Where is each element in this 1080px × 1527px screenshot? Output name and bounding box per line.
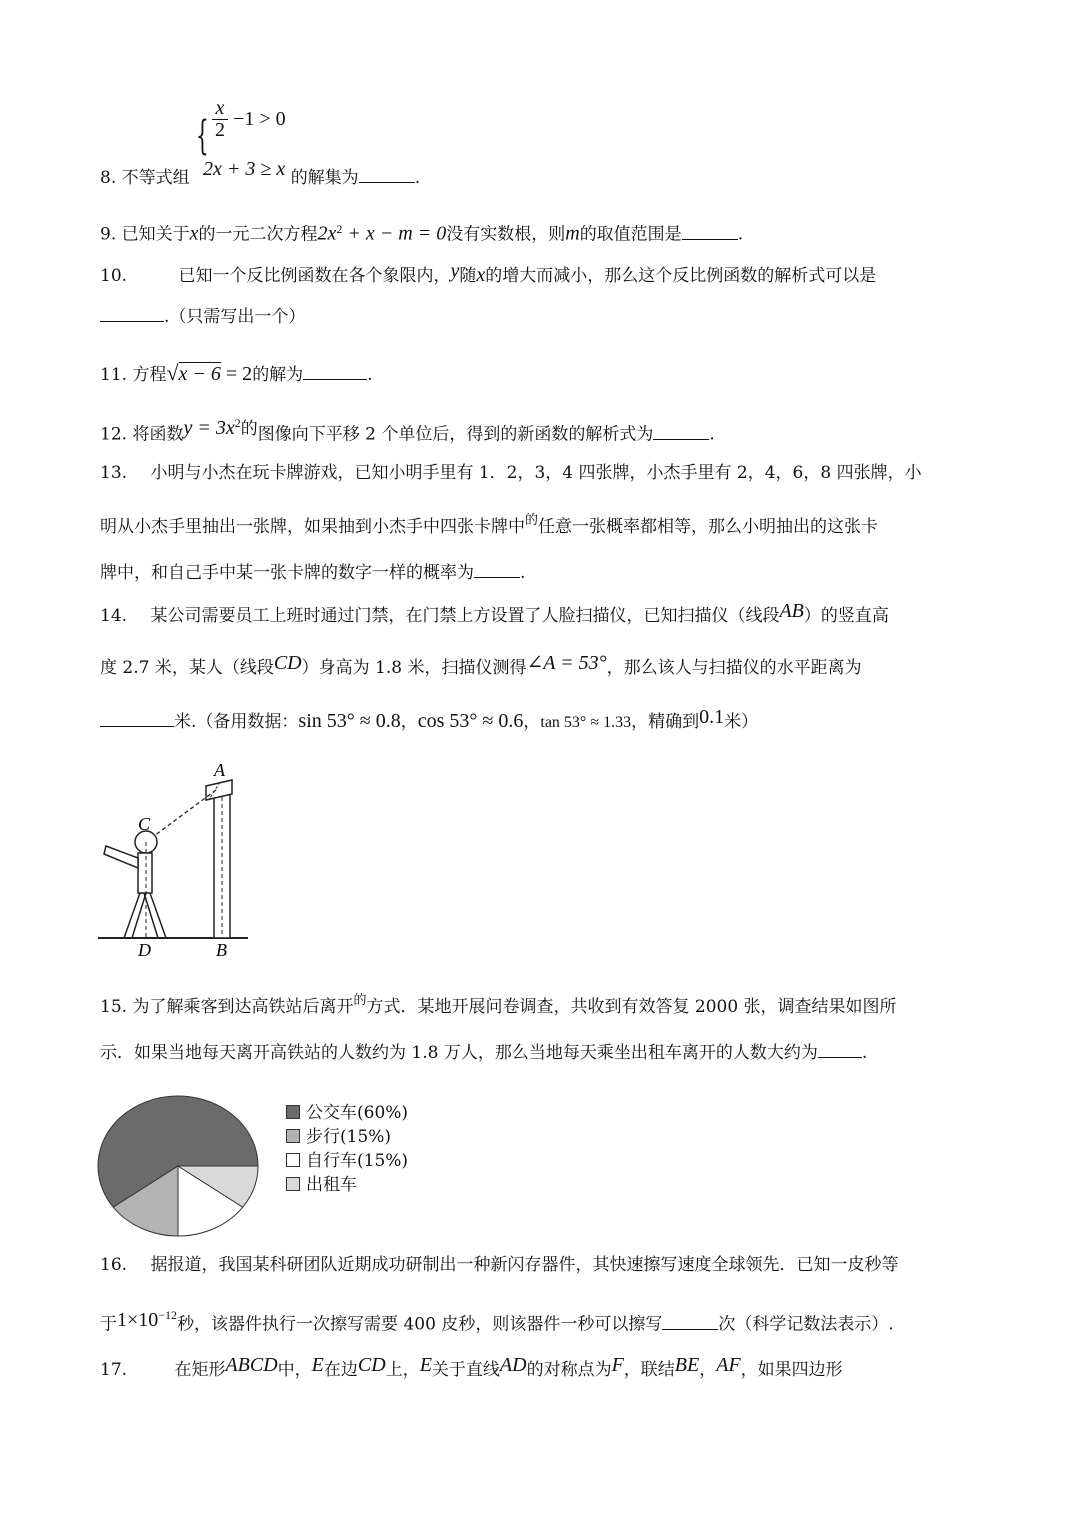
question-13-line-2 [100,514,984,542]
period: . [367,365,373,385]
question-text: 不等式组 [121,168,190,188]
question-text: 在边 [323,1360,358,1380]
label-b: B [216,940,227,960]
question-number: 11. [100,365,128,385]
question-16-line-2 [100,1306,984,1338]
question-text: 图像向下平移 2 个单位后，得到的新函数的解析式为 [257,424,654,445]
question-text: ，如果四边形 [740,1360,843,1380]
answer-blank[interactable] [303,363,367,380]
question-text: 在矩形 [174,1360,226,1380]
question-text: ）的竖直高 [803,606,889,626]
question-text: 已知一个反比例函数在各个象限内， [178,266,451,286]
question-number: 13. [100,463,128,483]
question-17 [100,1356,984,1383]
question-number: 12. [100,424,128,445]
math-var: F [611,1354,624,1376]
question-14 [100,602,984,629]
question-text: 次（科学记数法表示）. [718,1314,894,1335]
math-var: x [189,222,199,245]
question-number: 16. [100,1255,128,1275]
period: . [414,168,421,188]
question-10 [100,262,984,289]
question-text: 据报道，我国某科研团队近期成功研制出一种新闪存器件，其快速擦写速度全球领先．已知一皮秒等 [150,1255,899,1275]
label-d: D [138,940,151,960]
question-number: 15. [100,997,128,1017]
fraction-numerator: x [215,97,225,119]
question-text: 关于直线 [431,1360,500,1380]
legend-label: 出租车 [306,1175,357,1195]
question-number: 8. [100,168,117,188]
question-16 [100,1252,984,1278]
question-10-line-2 [100,304,984,330]
sqrt-radicand: x − 6 [178,363,221,385]
brace-symbol: { [196,113,209,159]
math-var: BE [674,1354,700,1376]
answer-blank[interactable] [359,166,415,183]
answer-blank[interactable] [474,561,520,578]
legend-item [286,1126,391,1148]
answer-blank[interactable] [662,1313,718,1330]
question-text: 牌中，和自己手中某一张卡牌的数字一样的概率为 [100,563,474,583]
math-var: AF [716,1354,741,1376]
legend-swatch [286,1177,300,1191]
math-exponent: 2 [234,416,241,430]
question-9 [100,216,984,248]
question-11 [100,360,984,388]
question-text: 任意一张概率都相等，那么小明抽出的这张卡 [538,517,879,537]
math-expr: 2x [317,222,337,245]
pie-chart [96,1094,262,1238]
question-text: ）身高为 1.8 米，扫描仪测得 [301,658,527,678]
question-text: .（只需写出一个） [164,307,306,327]
question-text: 小明与小杰在玩卡牌游戏，已知小明手里有 1．2，3，4 四张牌，小杰手里有 2，4，6，8 四张牌，小 [150,463,922,483]
question-text: 方程 [132,365,167,385]
question-text: 的一元二次方程 [198,224,318,245]
question-text: 明从小杰手里抽出一张牌，如果抽到小杰手中四张卡牌中 [100,517,525,537]
question-text: 没有实数根，则 [446,224,566,245]
math-tan: tan 53° ≈ 1.33 [540,714,632,731]
math-var: y [450,260,460,282]
separator: ， [400,712,418,732]
math-precision: 0.1 [699,706,725,728]
question-text: 中， [277,1360,312,1380]
sci-notation: 1×10 [117,1308,159,1331]
question-text: 已知关于 [121,224,190,245]
period: . [861,1043,868,1063]
question-14-line-2 [100,654,984,681]
separator: ， [699,1360,717,1380]
legend-item [286,1150,408,1172]
inequality-2: 2x + 3 ≥ x [203,158,286,180]
legend-swatch [286,1105,300,1119]
question-text: 的解集为 [290,168,359,188]
segment-cd: CD [273,652,302,674]
math-var: x [476,264,486,286]
math-var: m [565,222,580,245]
person-leg [132,893,146,938]
question-text: 米） [724,712,759,732]
question-13-line-3 [100,560,984,586]
fraction-denominator: 2 [215,119,225,141]
math-sin: sin 53° ≈ 0.8 [298,710,401,732]
math-exponent: 2 [336,222,343,236]
question-text: 上， [385,1360,420,1380]
math-cos: cos 53° ≈ 0.6 [417,710,524,732]
angle-expr: ∠A = 53° [526,652,607,674]
person-leg [150,893,166,938]
legend-item [286,1102,408,1124]
period: . [737,224,744,245]
answer-blank[interactable] [100,305,164,322]
answer-blank[interactable] [100,710,174,727]
question-text: 的对称点为 [526,1360,612,1380]
math-var: CD [357,1354,386,1376]
period: . [709,424,715,445]
question-text: 的 [353,993,367,1008]
question-number: 10. [100,266,128,286]
sqrt-symbol: √ [166,360,179,385]
math-var: E [419,1354,432,1376]
segment-ab: AB [779,600,804,622]
question-text: ，精确到 [631,712,700,732]
label-c: C [138,814,151,834]
period: . [520,563,526,583]
scanner-figure [96,758,256,962]
question-text: 的解为 [252,365,304,385]
math-exponent: −12 [158,1308,178,1322]
person-body [138,853,152,893]
question-text: 随 [459,266,477,286]
question-text: 某公司需要员工上班时通过门禁，在门禁上方设置了人脸扫描仪，已知扫描仪（线段 [150,606,780,626]
question-14-line-3 [100,708,984,736]
legend-item [286,1174,357,1196]
question-text: 的 [525,513,539,528]
question-text: 将函数 [132,424,184,445]
question-number: 14. [100,606,128,626]
math-var: AD [499,1354,527,1376]
question-text: 的取值范围是 [579,224,682,245]
legend-swatch [286,1129,300,1143]
question-text: 为了解乘客到达高铁站后离开 [132,997,354,1017]
question-text: 方式．某地开展问卷调查，共收到有效答复 2000 张，调查结果如图所 [366,997,897,1017]
question-12 [100,416,984,448]
question-text: 秒，该器件执行一次擦写需要 400 皮秒，则该器件一秒可以擦写 [177,1314,663,1335]
question-15 [100,994,984,1022]
math-expr: = 2 [220,363,253,385]
math-expr: + x − m = 0 [342,222,447,245]
answer-blank[interactable] [818,1041,862,1058]
separator: ， [523,712,541,732]
question-number: 17. [100,1360,128,1380]
legend-swatch [286,1153,300,1167]
legend-label: 自行车(15%) [306,1151,409,1171]
question-number: 9. [100,224,117,245]
person-arm [104,846,138,868]
question-text: ，那么该人与扫描仪的水平距离为 [606,658,862,678]
question-15-line-2 [100,1040,984,1066]
question-text: 度 2.7 米，某人（线段 [100,658,274,678]
function-expr: y = 3x [183,416,235,439]
question-text: 的增大而减小，那么这个反比例函数的解析式可以是 [485,266,877,286]
question-text: 米.（备用数据： [174,712,299,732]
question-13 [100,460,984,486]
math-var: E [311,1354,324,1376]
person-leg [124,893,140,938]
question-text: 的 [240,418,258,439]
legend-label: 公交车(60%) [306,1103,409,1123]
inequality-1-rest: −1 > 0 [233,108,286,130]
math-var: ABCD [225,1354,278,1376]
legend-label: 步行(15%) [306,1127,392,1147]
answer-blank[interactable] [653,423,709,440]
question-text: ，联结 [623,1360,675,1380]
question-text: 于 [100,1314,117,1335]
inequality-1 [212,98,286,141]
question-text: 示．如果当地每天离开高铁站的人数约为 1.8 万人，那么当地每天乘坐出租车离开的人数大约为 [100,1043,818,1063]
answer-blank[interactable] [682,223,738,240]
label-a: A [214,760,225,780]
